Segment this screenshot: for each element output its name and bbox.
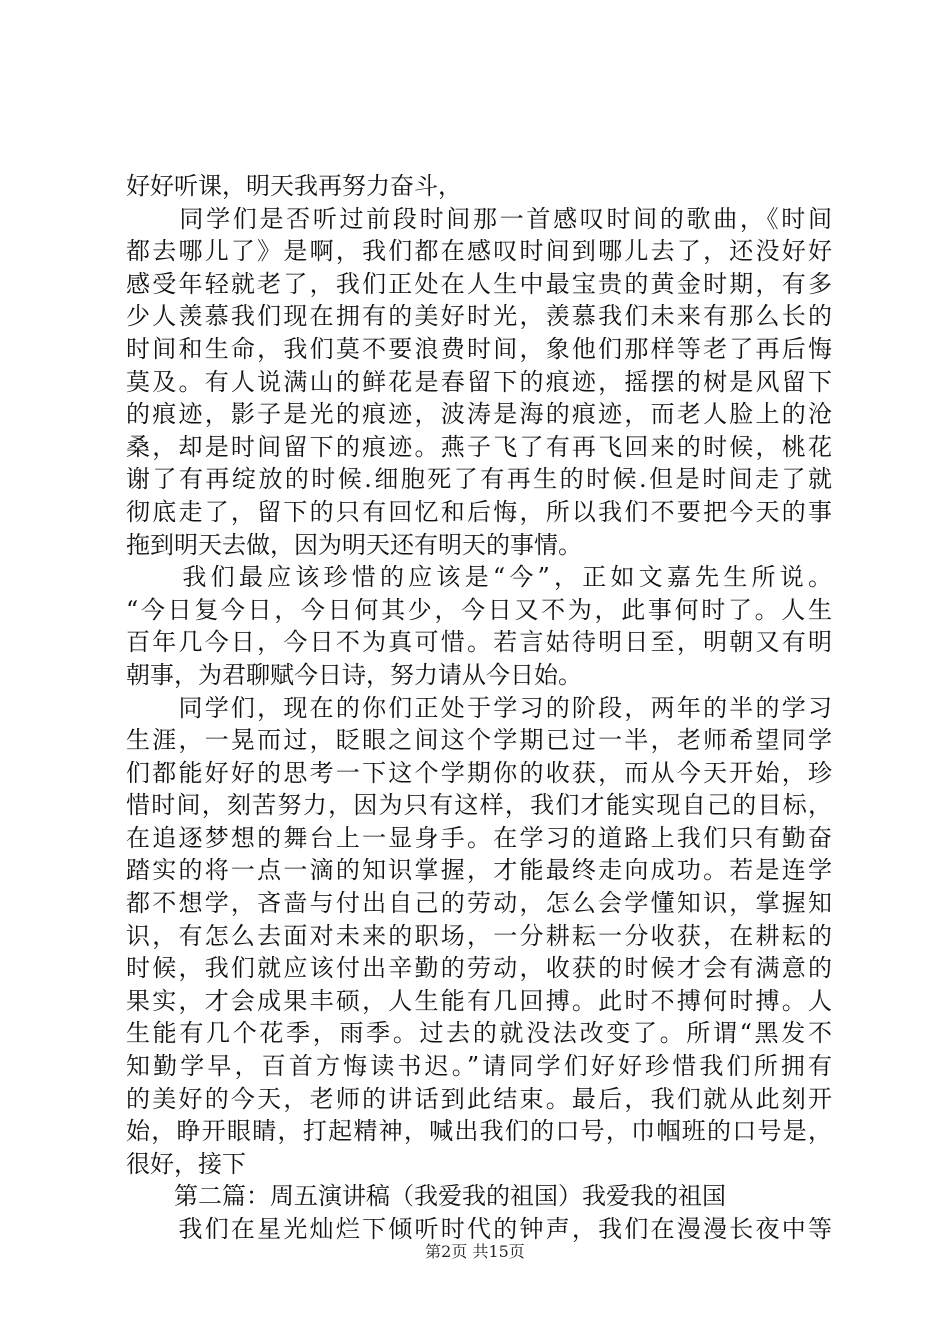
text-line: 识，有怎么去面对未来的职场，一分耕耘一分收获，在耕耘的 [126,921,832,950]
text-line: 第二篇：周五演讲稿（我爱我的祖国）我爱我的祖国 [126,1182,726,1211]
page-footer: 第2页 共15页 [425,1242,525,1261]
text-line: 朝事，为君聊赋今日诗，努力请从今日始。 [126,660,582,689]
text-line: 彻底走了，留下的只有回忆和后悔，所以我们不要把今天的事 [126,497,832,526]
text-line: 我们最应该珍惜的应该是“今”，正如文嘉先生所说。 [126,563,832,592]
document-body [126,170,832,1246]
text-line: 同学们是否听过前段时间那一首感叹时间的歌曲，《时间 [126,204,832,233]
text-line: 时间和生命，我们莫不要浪费时间，象他们那样等老了再后悔 [126,334,832,363]
text-line: 惜时间，刻苦努力，因为只有这样，我们才能实现自己的目标， [126,791,832,820]
text-line: 百年几今日，今日不为真可惜。若言姑待明日至，明朝又有明 [126,628,832,657]
text-line: 生能有几个花季，雨季。过去的就没法改变了。所谓“黑发不 [126,1019,832,1048]
text-line: 莫及。有人说满山的鲜花是春留下的痕迹，摇摆的树是风留下 [126,367,832,396]
text-line: 知勤学早，百首方悔读书迟。”请同学们好好珍惜我们所拥有 [126,1052,832,1081]
text-line: 踏实的将一点一滴的知识掌握，才能最终走向成功。若是连学 [126,856,832,885]
text-line: 都去哪儿了》是啊，我们都在感叹时间到哪儿去了，还没好好 [126,237,832,266]
text-line: 的痕迹，影子是光的痕迹，波涛是海的痕迹，而老人脸上的沧 [126,400,832,429]
text-line: 时候，我们就应该付出辛勤的劳动，收获的时候才会有满意的 [126,954,832,983]
text-line: 好好听课，明天我再努力奋斗， [126,172,462,200]
text-line: 的美好的今天，老师的讲话到此结束。最后，我们就从此刻开 [126,1084,832,1113]
text-line: 拖到明天去做，因为明天还有明天的事情。 [126,530,582,559]
text-line: 在追逐梦想的舞台上一显身手。在学习的道路上我们只有勤奋 [126,823,832,852]
text-line: 果实，才会成果丰硕，人生能有几回搏。此时不搏何时搏。人 [126,986,832,1015]
text-line: 们都能好好的思考一下这个学期你的收获，而从今天开始，珍 [126,758,832,787]
text-line: 生涯，一晃而过，眨眼之间这个学期已过一半，老师希望同学 [126,726,832,755]
text-line: 谢了有再绽放的时候.细胞死了有再生的时候.但是时间走了就 [126,465,832,494]
text-line: 都不想学，吝啬与付出自己的劳动，怎么会学懂知识，掌握知 [126,889,832,918]
text-line: “今日复今日，今日何其少，今日又不为，此事何时了。人生 [126,595,832,624]
text-line: 桑，却是时间留下的痕迹。燕子飞了有再飞回来的时候，桃花 [126,432,832,461]
text-line: 同学们，现在的你们正处于学习的阶段，两年的半的学习 [126,693,832,722]
text-line: 我们在星光灿烂下倾听时代的钟声，我们在漫漫长夜中等 [126,1215,832,1243]
text-line: 很好，接下 [126,1149,246,1178]
text-line: 始，睁开眼睛，打起精神，喊出我们的口号，巾帼班的口号是， [126,1117,832,1146]
text-line: 感受年轻就老了，我们正处在人生中最宝贵的黄金时期，有多 [126,269,832,298]
text-line: 少人羡慕我们现在拥有的美好时光，羡慕我们未来有那么长的 [126,302,832,331]
